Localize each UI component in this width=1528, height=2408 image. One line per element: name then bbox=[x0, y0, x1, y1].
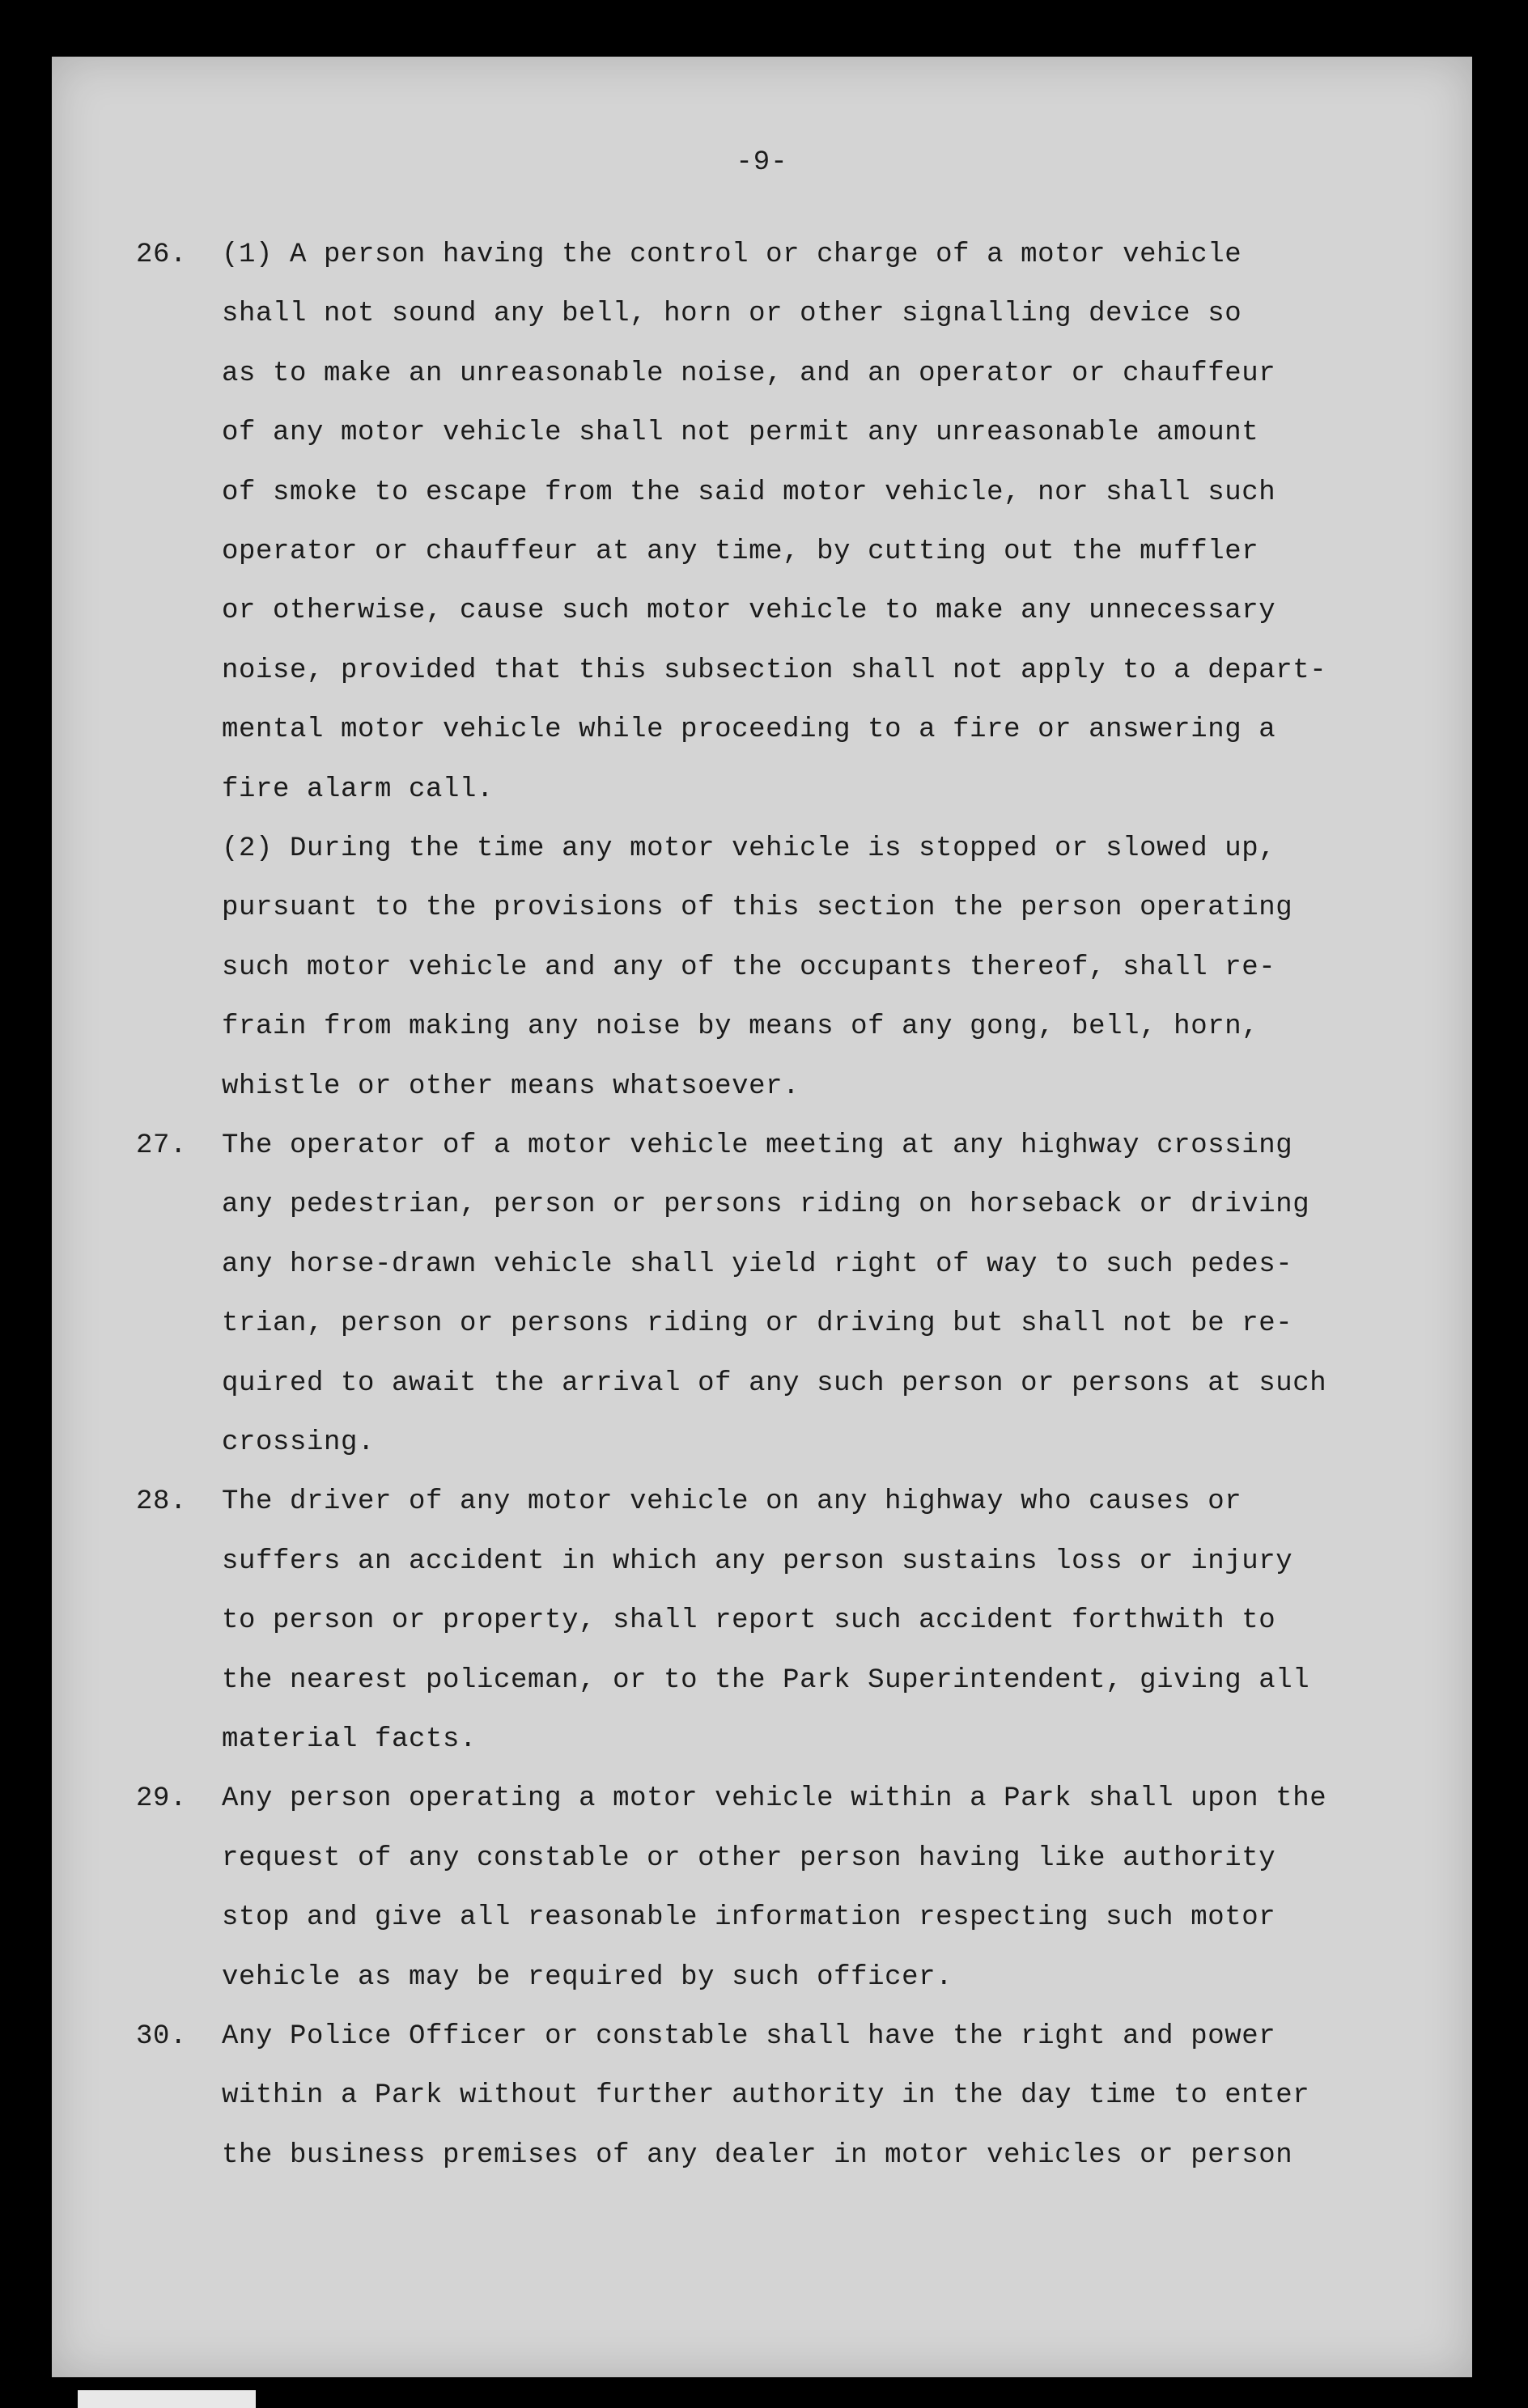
section-text-line: trian, person or persons riding or driving but shall not be re- bbox=[222, 1308, 1293, 1340]
page-number: -9- bbox=[736, 147, 788, 178]
section-number: 27. bbox=[136, 1130, 188, 1161]
section-text-line: The operator of a motor vehicle meeting at any highway crossing bbox=[222, 1130, 1293, 1161]
section-text-line: shall not sound any bell, horn or other signalling device so bbox=[222, 299, 1242, 330]
section-text-line: of smoke to escape from the said motor vehicle, nor shall such bbox=[222, 477, 1276, 508]
section-number: 26. bbox=[136, 240, 188, 270]
section-text-line: Any Police Officer or constable shall have the right and power bbox=[222, 2021, 1276, 2052]
section-text-line: the nearest policeman, or to the Park Superintendent, giving all bbox=[222, 1664, 1310, 1696]
section-number: 30. bbox=[136, 2021, 188, 2052]
section-text-line: any pedestrian, person or persons riding on horseback or driving bbox=[222, 1189, 1310, 1221]
section-number: 28. bbox=[136, 1486, 188, 1518]
section-text-line: material facts. bbox=[222, 1724, 478, 1755]
section-text-line: suffers an accident in which any person sustains loss or injury bbox=[222, 1545, 1293, 1577]
section-text-line: of any motor vehicle shall not permit any unreasonable amount bbox=[222, 418, 1259, 449]
section-text-line: within a Park without further authority in the day time to enter bbox=[222, 2080, 1310, 2112]
section-text-line: Any person operating a motor vehicle within a Park shall upon the bbox=[222, 1783, 1327, 1815]
section-text-line: crossing. bbox=[222, 1427, 376, 1458]
section-text-line: or otherwise, cause such motor vehicle to make any unnecessary bbox=[222, 596, 1276, 627]
section-text-line: fire alarm call. bbox=[222, 774, 494, 805]
section-text-line: noise, provided that this subsection shall not apply to a depart- bbox=[222, 655, 1327, 686]
section-text-line: The driver of any motor vehicle on any highway who causes or bbox=[222, 1486, 1242, 1518]
section-text-line: request of any constable or other person having like authority bbox=[222, 1842, 1276, 1874]
bottom-tab bbox=[78, 2390, 256, 2408]
section-text-line: stop and give all reasonable information respecting such motor bbox=[222, 1902, 1276, 1934]
document-page bbox=[52, 57, 1472, 2377]
section-text-line: (1) A person having the control or charge of a motor vehicle bbox=[222, 240, 1242, 270]
section-text-line: pursuant to the provisions of this section the person operating bbox=[222, 892, 1293, 924]
section-number: 29. bbox=[136, 1783, 188, 1815]
section-text-line: operator or chauffeur at any time, by cutting out the muffler bbox=[222, 536, 1259, 567]
section-text-line: (2) During the time any motor vehicle is stopped or slowed up, bbox=[222, 833, 1276, 864]
section-text-line: such motor vehicle and any of the occupants thereof, shall re- bbox=[222, 952, 1276, 983]
section-text-line: vehicle as may be required by such officer. bbox=[222, 1961, 953, 1993]
section-text-line: frain from making any noise by means of any gong, bell, horn, bbox=[222, 1011, 1259, 1043]
section-text-line: to person or property, shall report such accident forthwith to bbox=[222, 1605, 1276, 1637]
section-text-line: quired to await the arrival of any such person or persons at such bbox=[222, 1367, 1327, 1399]
section-text-line: whistle or other means whatsoever. bbox=[222, 1070, 800, 1102]
section-text-line: the business premises of any dealer in motor vehicles or person bbox=[222, 2139, 1293, 2171]
section-text-line: any horse-drawn vehicle shall yield right of way to such pedes- bbox=[222, 1249, 1293, 1280]
section-text-line: mental motor vehicle while proceeding to a fire or answering a bbox=[222, 714, 1276, 746]
section-text-line: as to make an unreasonable noise, and an operator or chauffeur bbox=[222, 358, 1276, 389]
